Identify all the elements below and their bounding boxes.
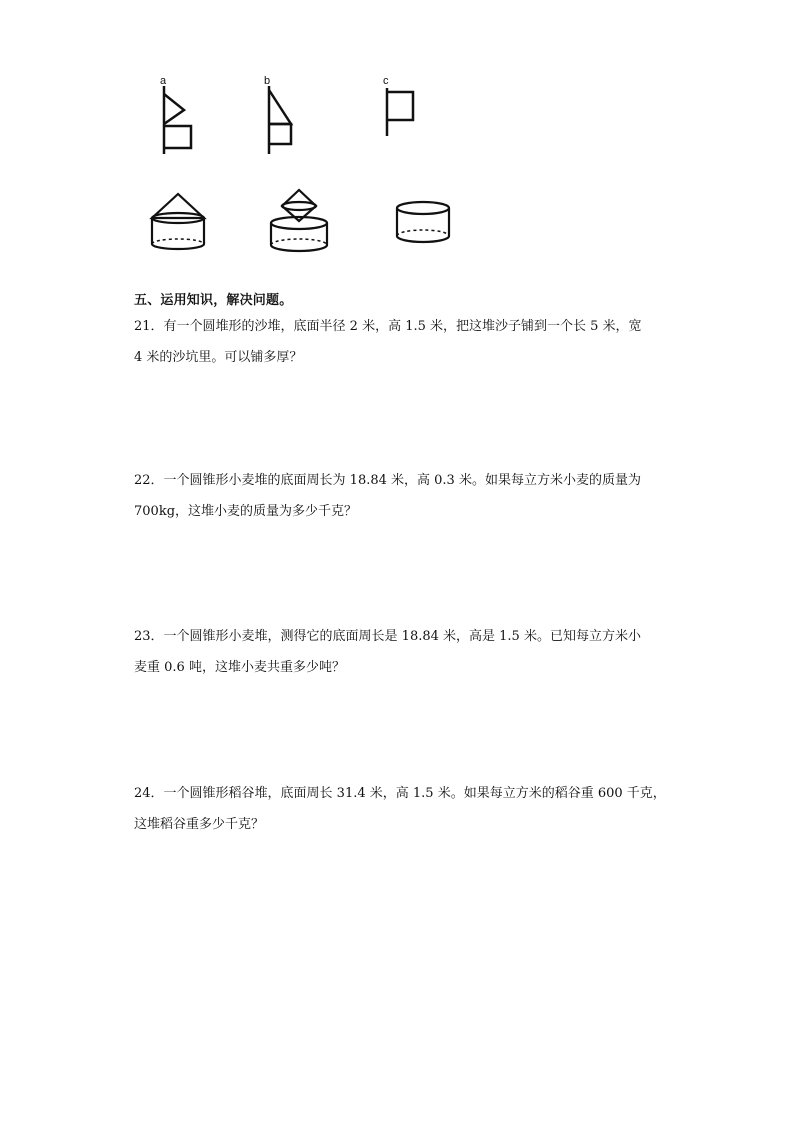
- question-text-line: 这堆稻谷重多少千克？: [134, 817, 265, 832]
- question-text-line: 麦重 0.6 吨，这堆小麦共重多少吨？: [134, 660, 345, 675]
- solid-double-cone-on-cylinder: [271, 190, 327, 251]
- question-text-line: 23．一个圆锥形小麦堆，测得它的底面周长是 18.84 米，高是 1.5 米。已知每立方米小: [134, 629, 641, 644]
- question-21: [134, 311, 664, 373]
- section-heading: 五、运用知识，解决问题。: [134, 293, 293, 308]
- question-22: [134, 465, 664, 527]
- question-text-line: 22．一个圆锥形小麦堆的底面周长为 18.84 米，高 0.3 米。如果每立方米小麦的质量为: [134, 473, 641, 488]
- flag-b-label: b: [264, 75, 271, 87]
- flag-c-label: c: [383, 75, 389, 87]
- flag-rotation-figure: [136, 72, 466, 262]
- flag-c: [387, 88, 413, 136]
- question-text-line: 4 米的沙坑里。可以铺多厚？: [134, 350, 303, 365]
- question-text-line: 21．有一个圆堆形的沙堆，底面半径 2 米，高 1.5 米，把这堆沙子铺到一个长 5 米，宽: [134, 319, 642, 334]
- solid-cylinder: [397, 202, 449, 242]
- flag-a-label: a: [160, 75, 167, 87]
- flag-b: [269, 86, 291, 154]
- question-23: [134, 621, 664, 683]
- question-24: [134, 778, 664, 840]
- question-text-line: 24．一个圆锥形稻谷堆，底面周长 31.4 米，高 1.5 米。如果每立方米的稻谷重 600 千克，: [134, 786, 666, 801]
- figure-canvas: [136, 72, 466, 262]
- question-text-line: 700kg，这堆小麦的质量为多少千克？: [134, 504, 358, 519]
- flag-a: [164, 86, 191, 154]
- solid-cone-on-cylinder: [152, 194, 204, 249]
